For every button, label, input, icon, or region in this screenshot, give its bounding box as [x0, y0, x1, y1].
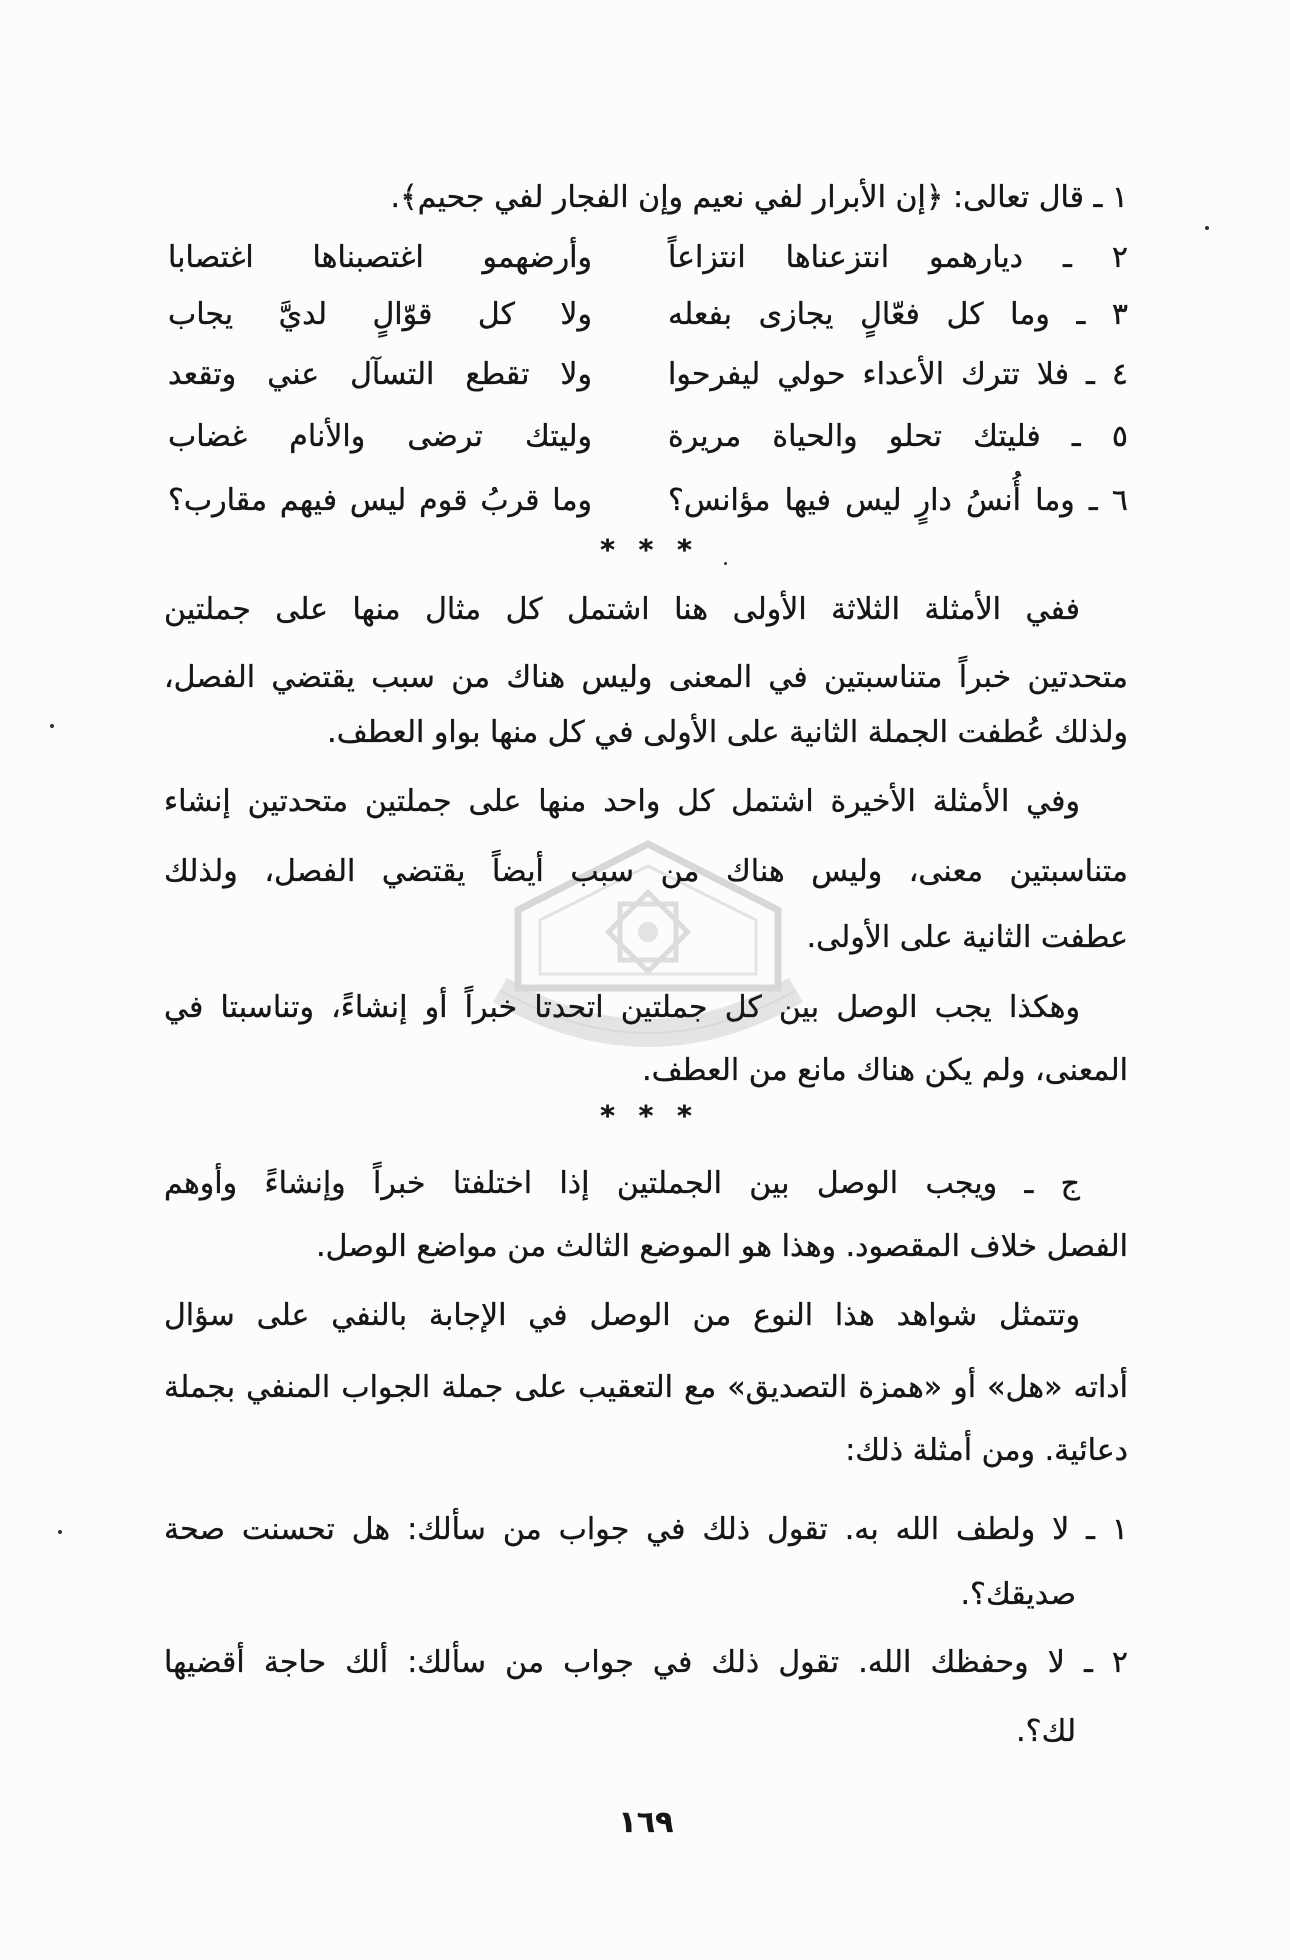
section-separator: * * * — [600, 533, 692, 566]
verse-2-first-hemistich: ٢ ـ ديارهمو انتزعناها انتزاعاً — [668, 240, 1128, 275]
paragraph-3-line-1: وهكذا يجب الوصل بين كل جملتين اتحدتا خبراً أو إنشاءً، وتناسبتا في — [164, 990, 1080, 1025]
paragraph-1-line-3: ولذلك عُطفت الجملة الثانية على الأولى في كل منها بواو العطف. — [327, 715, 1128, 750]
verse-3-first-hemistich: ٣ ـ وما كل فعّالٍ يجازى بفعله — [668, 297, 1128, 332]
scan-speck — [50, 724, 54, 728]
scan-speck — [1205, 226, 1209, 230]
example-2-line-1: ٢ ـ لا وحفظك الله. تقول ذلك في جواب من سألك: ألك حاجة أقضيها — [164, 1645, 1128, 1680]
verse-5-second-hemistich: وليتك ترضى والأنام غضاب — [168, 419, 592, 454]
verse-2-second-hemistich: وأرضهمو اغتصبناها اغتصابا — [168, 240, 592, 275]
verse-4-first-hemistich: ٤ ـ فلا تترك الأعداء حولي ليفرحوا — [668, 357, 1128, 392]
paragraph-2-line-1: وفي الأمثلة الأخيرة اشتمل كل واحد منها على جملتين متحدتين إنشاء — [164, 784, 1080, 819]
paragraph-5-line-3: دعائية. ومن أمثلة ذلك: — [845, 1433, 1128, 1468]
section-separator: * * * — [600, 1099, 692, 1132]
verse-6-first-hemistich: ٦ ـ وما أُنسُ دارٍ ليس فيها مؤانس؟ — [668, 483, 1128, 518]
paragraph-2-line-3: عطفت الثانية على الأولى. — [806, 920, 1128, 955]
verse-5-first-hemistich: ٥ ـ فليتك تحلو والحياة مريرة — [668, 419, 1128, 454]
paragraph-2-line-2: متناسبتين معنى، وليس هناك من سبب أيضاً يقتضي الفصل، ولذلك — [164, 854, 1128, 889]
scan-speck — [58, 1530, 62, 1534]
paragraph-4-line-1: ج ـ ويجب الوصل بين الجملتين إذا اختلفتا خبراً وإنشاءً وأوهم — [164, 1166, 1080, 1201]
paragraph-4-line-2: الفصل خلاف المقصود. وهذا هو الموضع الثالث من مواضع الوصل. — [316, 1229, 1128, 1264]
paragraph-1-line-1: ففي الأمثلة الثلاثة الأولى هنا اشتمل كل مثال منها على جملتين — [164, 592, 1080, 627]
quran-quote-line: ١ ـ قال تعالى: ﴿إن الأبرار لفي نعيم وإن الفجار لفي جحيم﴾. — [390, 180, 1128, 215]
paragraph-5-line-1: وتتمثل شواهد هذا النوع من الوصل في الإجابة بالنفي على سؤال — [164, 1298, 1080, 1333]
verse-6-second-hemistich: وما قربُ قوم ليس فيهم مقارب؟ — [168, 483, 592, 518]
verse-3-second-hemistich: ولا كل قوّالٍ لديَّ يجاب — [168, 297, 592, 332]
example-1-line-2: صديقك؟. — [960, 1577, 1076, 1612]
example-2-line-2: لك؟. — [1016, 1714, 1076, 1749]
paragraph-3-line-2: المعنى، ولم يكن هناك مانع من العطف. — [642, 1053, 1128, 1088]
verse-4-second-hemistich: ولا تقطع التسآل عني وتقعد — [168, 357, 592, 392]
page-number: ١٦٩ — [618, 1805, 674, 1840]
paragraph-5-line-2: أداته «هل» أو «همزة التصديق» مع التعقيب على جملة الجواب المنفي بجملة — [164, 1370, 1128, 1405]
paragraph-1-line-2: متحدتين خبراً متناسبتين في المعنى وليس هناك من سبب يقتضي الفصل، — [164, 660, 1128, 695]
example-1-line-1: ١ ـ لا ولطف الله به. تقول ذلك في جواب من سألك: هل تحسنت صحة — [164, 1512, 1128, 1547]
